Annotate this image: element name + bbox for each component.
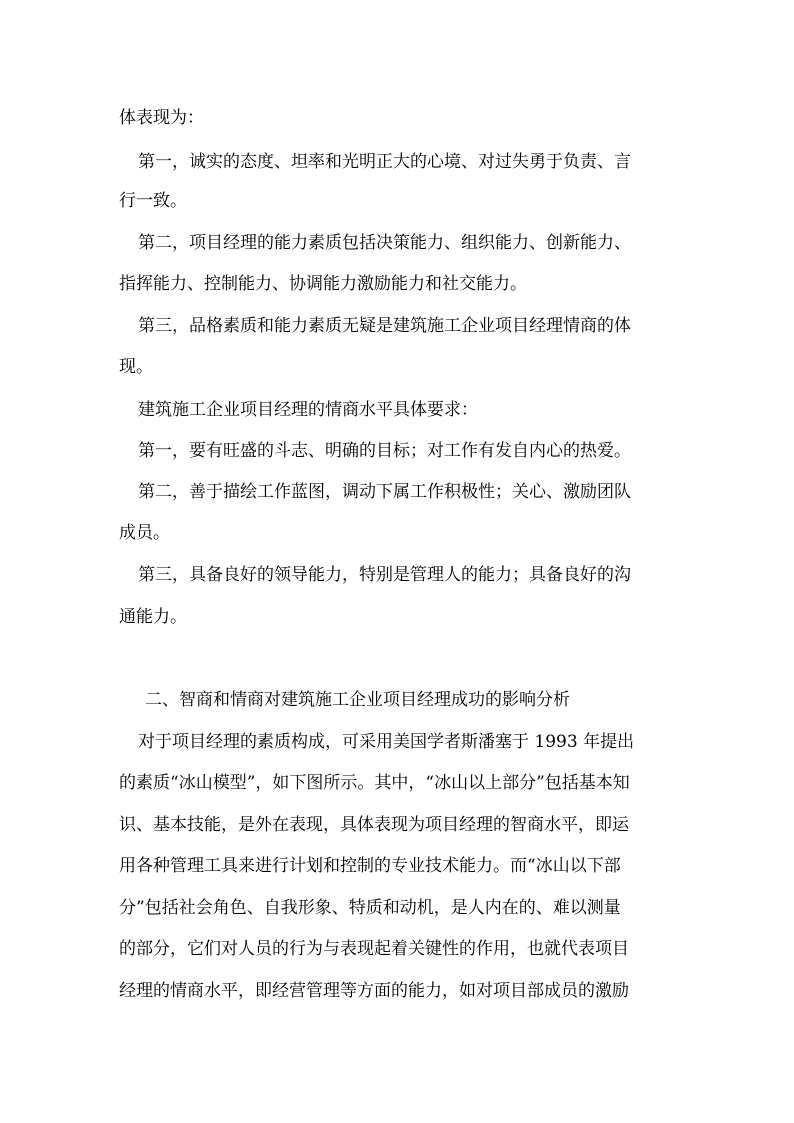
text-line: 用各种管理工具来进行计划和控制的专业技术能力。而“冰山以下部 (119, 856, 621, 876)
text-line: 现。 (119, 357, 153, 377)
text-line: 对于项目经理的素质构成，可采用美国学者斯潘塞于 1993 年提出 (138, 732, 635, 752)
text-line: 经理的情商水平，即经营管理等方面的能力，如对项目部成员的激励 (119, 981, 629, 1001)
text-line: 第一，诚实的态度、坦率和光明正大的心境、对过失勇于负责、言 (138, 152, 631, 172)
text-line: 识、基本技能，是外在表现，具体表现为项目经理的智商水平，即运 (119, 815, 629, 835)
text-line: 体表现为： (119, 108, 204, 128)
text-line: 第三，品格素质和能力素质无疑是建筑施工企业项目经理情商的体 (138, 316, 631, 336)
text-line: 建筑施工企业项目经理的情商水平具体要求： (138, 400, 478, 420)
text-line: 第二，项目经理的能力素质包括决策能力、组织能力、创新能力、 (138, 233, 631, 253)
text-line: 的部分，它们对人员的行为与表现起着关键性的作用，也就代表项目 (119, 939, 629, 959)
text-line: 的素质“冰山模型”，如下图所示。其中，“冰山以上部分”包括基本知 (119, 773, 630, 793)
text-line: 第三，具备良好的领导能力，特别是管理人的能力；具备良好的沟 (138, 565, 631, 585)
text-line: 第一，要有旺盛的斗志、明确的目标；对工作有发自内心的热爱。 (138, 441, 631, 461)
text-line: 指挥能力、控制能力、协调能力激励能力和社交能力。 (119, 274, 527, 294)
text-line: 通能力。 (119, 607, 187, 627)
text-line: 成员。 (119, 523, 170, 543)
section-heading: 二、智商和情商对建筑施工企业项目经理成功的影响分析 (145, 690, 570, 710)
text-line: 行一致。 (119, 191, 187, 211)
text-line: 第二，善于描绘工作蓝图，调动下属工作积极性；关心、激励团队 (138, 482, 631, 502)
text-line: 分”包括社会角色、自我形象、特质和动机，是人内在的、难以测量 (119, 898, 621, 918)
